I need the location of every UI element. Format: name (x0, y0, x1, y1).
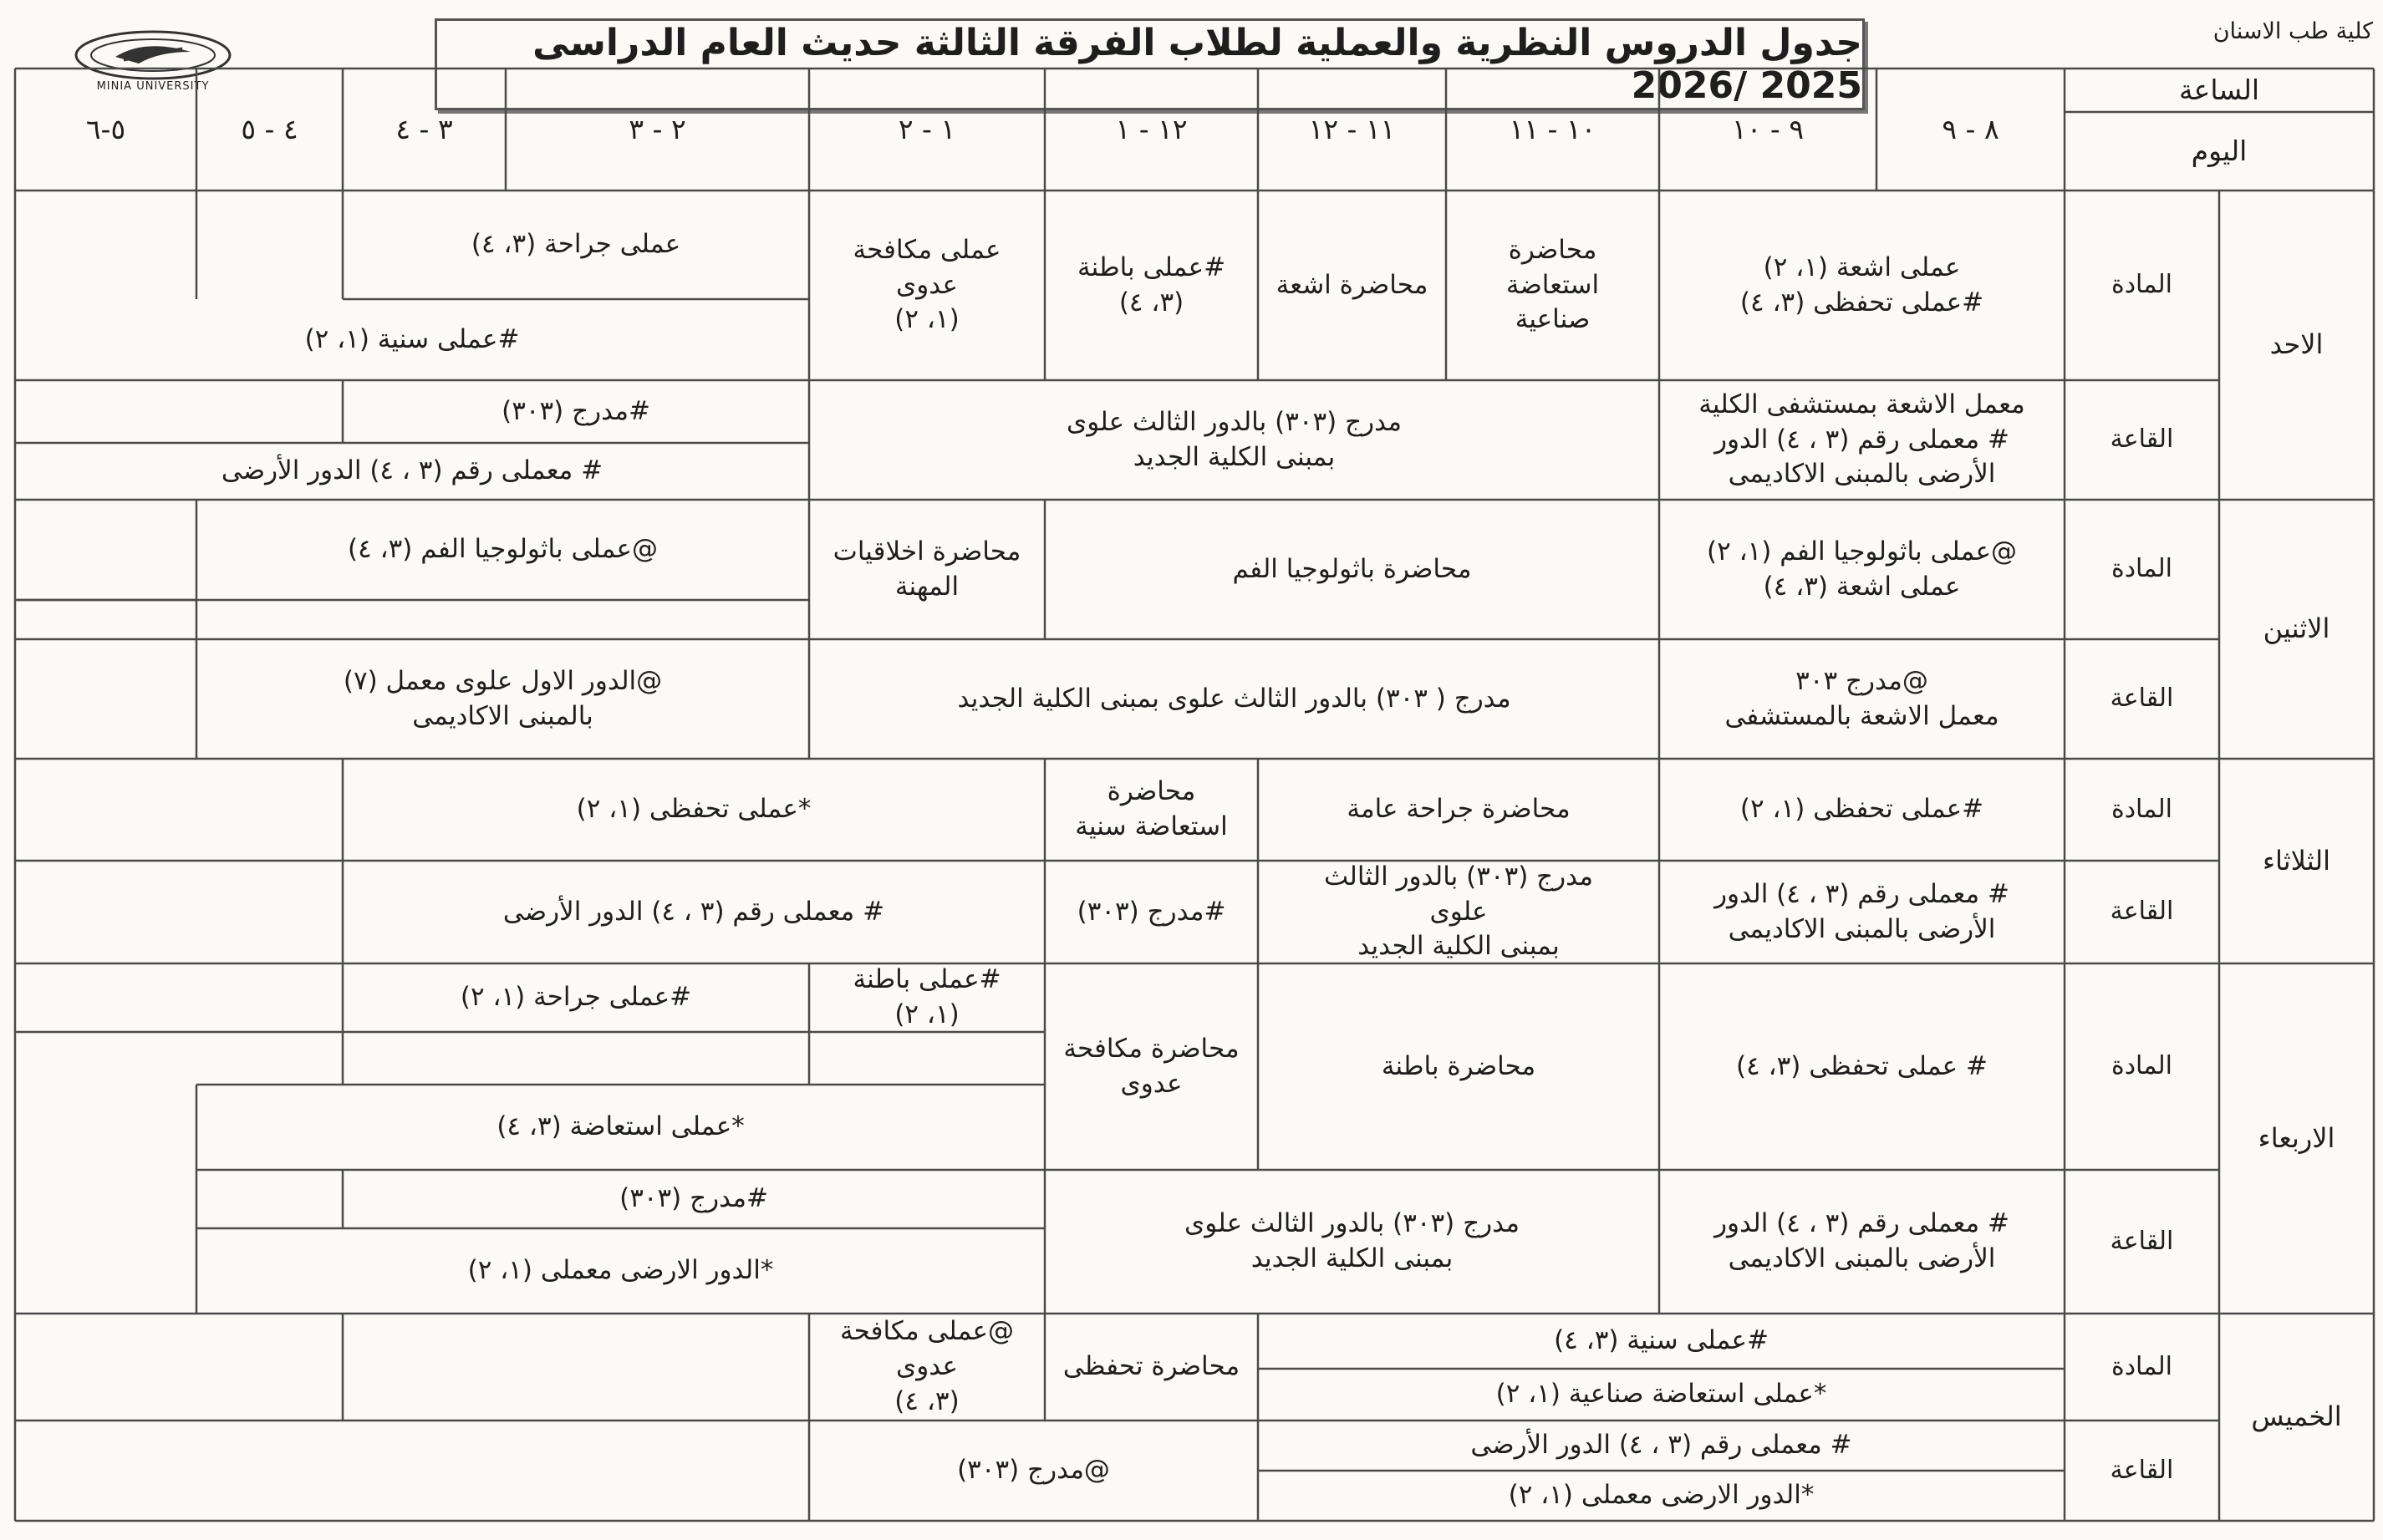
tue-room-1-4: # معملى رقم (٣ ، ٤) الدور الأرضى (502, 896, 885, 927)
sun-room-8-10: معمل الاشعة بمستشفى الكلية # معملى رقم (٣ ، ٤) الدور الأرضى بالمبنى الاكاديمى (1698, 389, 2025, 490)
wed-room-1-5: *الدور الارضى معملى (١، ٢) (467, 1255, 774, 1286)
sun-subject-11-12: محاضرة اشعة (1276, 269, 1428, 300)
page-title: جدول الدروس النظرية والعملية لطلاب الفرقة الثالثة حديث العام الدراسى 2025 /2026 (435, 18, 1865, 110)
wed-room-1-4: #مدرج (٣٠٣) (619, 1183, 768, 1214)
mon-room-8-10: @مدرج ٣٠٣ معمل الاشعة بالمستشفى (1724, 665, 1999, 731)
tue-subject-12-1: محاضرة استعاضة سنية (1075, 776, 1228, 841)
thu-room-8-12a: # معملى رقم (٣ ، ٤) الدور الأرضى (1470, 1430, 1852, 1461)
slot-11-12: ١١ - ١٢ (1308, 112, 1396, 145)
slot-3-4: ٣ - ٤ (395, 112, 453, 145)
label-room: القاعة (2110, 897, 2174, 927)
wed-room-8-10: # معملى رقم (٣ ، ٤) الدور الأرضى بالمبنى الاكاديمى (1714, 1208, 2009, 1273)
wed-subject-2-4: #عملى جراحة (١، ٢) (460, 982, 692, 1013)
thu-subject-12-1: محاضرة تحفظى (1062, 1351, 1240, 1382)
thu-subject-8-12a: #عملى سنية (٣، ٤) (1554, 1325, 1769, 1356)
mon-room-2-5: @الدور الاول علوى معمل (٧) بالمبنى الاكاديمى (343, 665, 663, 731)
sun-room-2-6: # معملى رقم (٣ ، ٤) الدور الأرضى (221, 455, 603, 486)
university-name: MINIA UNIVERSITY (96, 80, 210, 93)
sun-subject-2-4: عملى جراحة (٣، ٤) (471, 229, 681, 260)
sun-room-10-2: مدرج (٣٠٣) بالدور الثالث علوى بمبنى الكلية الجديد (1067, 406, 1402, 472)
sun-subject-1-2: عملى مكافحة عدوى (١، ٢) (853, 234, 1001, 335)
slot-12-1: ١٢ - ١ (1115, 112, 1188, 145)
thu-room-8-12b: *الدور الارضى معملى (١، ٢) (1508, 1480, 1815, 1511)
tue-subject-8-10: #عملى تحفظى (١، ٢) (1739, 794, 1984, 825)
sun-subject-2-6: #عملى سنية (١، ٢) (304, 323, 520, 354)
faculty-name: كلية طب الاسنان (2212, 18, 2373, 44)
mon-room-10-2: مدرج ( ٣٠٣) بالدور الثالث علوى بمبنى الكلية الجديد (957, 683, 1511, 714)
header-hour-label: الساعة (2178, 73, 2260, 106)
day-wednesday: الاربعاء (2258, 1121, 2335, 1154)
day-thursday: الخميس (2251, 1400, 2342, 1433)
thu-subject-8-12b: *عملى استعاضة صناعية (١، ٢) (1495, 1379, 1827, 1410)
slot-10-11: ١٠ - ١١ (1509, 112, 1596, 145)
label-subject: المادة (2111, 794, 2173, 824)
label-subject: المادة (2111, 1051, 2173, 1081)
tue-room-10-12: مدرج (٣٠٣) بالدور الثالث علوى بمبنى الكلية الجديد (1323, 861, 1594, 962)
sun-room-2-4: #مدرج (٣٠٣) (502, 395, 650, 426)
label-subject: المادة (2111, 1351, 2173, 1381)
tue-subject-10-12: محاضرة جراحة عامة (1347, 794, 1571, 825)
label-subject: المادة (2111, 270, 2173, 300)
wed-subject-10-12: محاضرة باطنة (1381, 1050, 1536, 1081)
wed-subject-2-5: *عملى استعاضة (٣، ٤) (496, 1111, 745, 1142)
sun-subject-12-1: #عملى باطنة (٣، ٤) (1077, 252, 1226, 318)
label-room: القاعة (2110, 684, 2174, 714)
sun-subject-10-11: محاضرة استعاضة صناعية (1505, 234, 1600, 335)
slot-2-3: ٢ - ٣ (629, 112, 686, 145)
label-room: القاعة (2110, 1455, 2174, 1485)
sun-subject-8-10: عملى اشعة (١، ٢) #عملى تحفظى (٣، ٤) (1739, 252, 1984, 318)
label-room: القاعة (2110, 424, 2174, 455)
thu-subject-1-2: @عملى مكافحة عدوى (٣، ٤) (840, 1316, 1014, 1416)
tue-room-8-10: # معملى رقم (٣ ، ٤) الدور الأرضى بالمبنى الاكاديمى (1714, 878, 2009, 944)
tue-subject-1-4: *عملى تحفظى (١، ٢) (576, 794, 812, 825)
label-subject: المادة (2111, 554, 2173, 584)
mon-subject-2-5: @عملى باثولوجيا الفم (٣، ٤) (348, 534, 658, 565)
tue-room-12-1: #مدرج (٣٠٣) (1077, 896, 1226, 927)
mon-subject-1-2: محاضرة اخلاقيات المهنة (833, 536, 1021, 602)
day-monday: الاثنين (2263, 612, 2330, 645)
wed-subject-8-10: # عملى تحفظى (٣، ٤) (1735, 1050, 1988, 1081)
label-room: القاعة (2110, 1226, 2174, 1256)
thu-room-12-2: @مدرج (٣٠٣) (957, 1455, 1110, 1486)
mon-subject-10-1: محاضرة باثولوجيا الفم (1232, 553, 1472, 584)
slot-1-2: ١ - ٢ (898, 112, 956, 145)
day-sunday: الاحد (2269, 328, 2324, 361)
header-day-label: اليوم (2191, 134, 2248, 167)
mon-subject-8-10: @عملى باثولوجيا الفم (١، ٢) عملى اشعة (٣، ٤) (1707, 536, 2017, 602)
slot-8-9: ٨ - ٩ (1942, 112, 1999, 145)
slot-4-5: ٤ - ٥ (241, 112, 298, 145)
wed-room-10-1: مدرج (٣٠٣) بالدور الثالث علوى بمبنى الكلية الجديد (1184, 1208, 1520, 1273)
slot-5-6: ٥-٦ (85, 112, 126, 145)
day-tuesday: الثلاثاء (2262, 844, 2331, 877)
wed-subject-1-2: #عملى باطنة (١، ٢) (853, 964, 1001, 1029)
wed-subject-12-1: محاضرة مكافحة عدوى (1063, 1033, 1240, 1099)
slot-9-10: ٩ - ١٠ (1731, 112, 1805, 145)
